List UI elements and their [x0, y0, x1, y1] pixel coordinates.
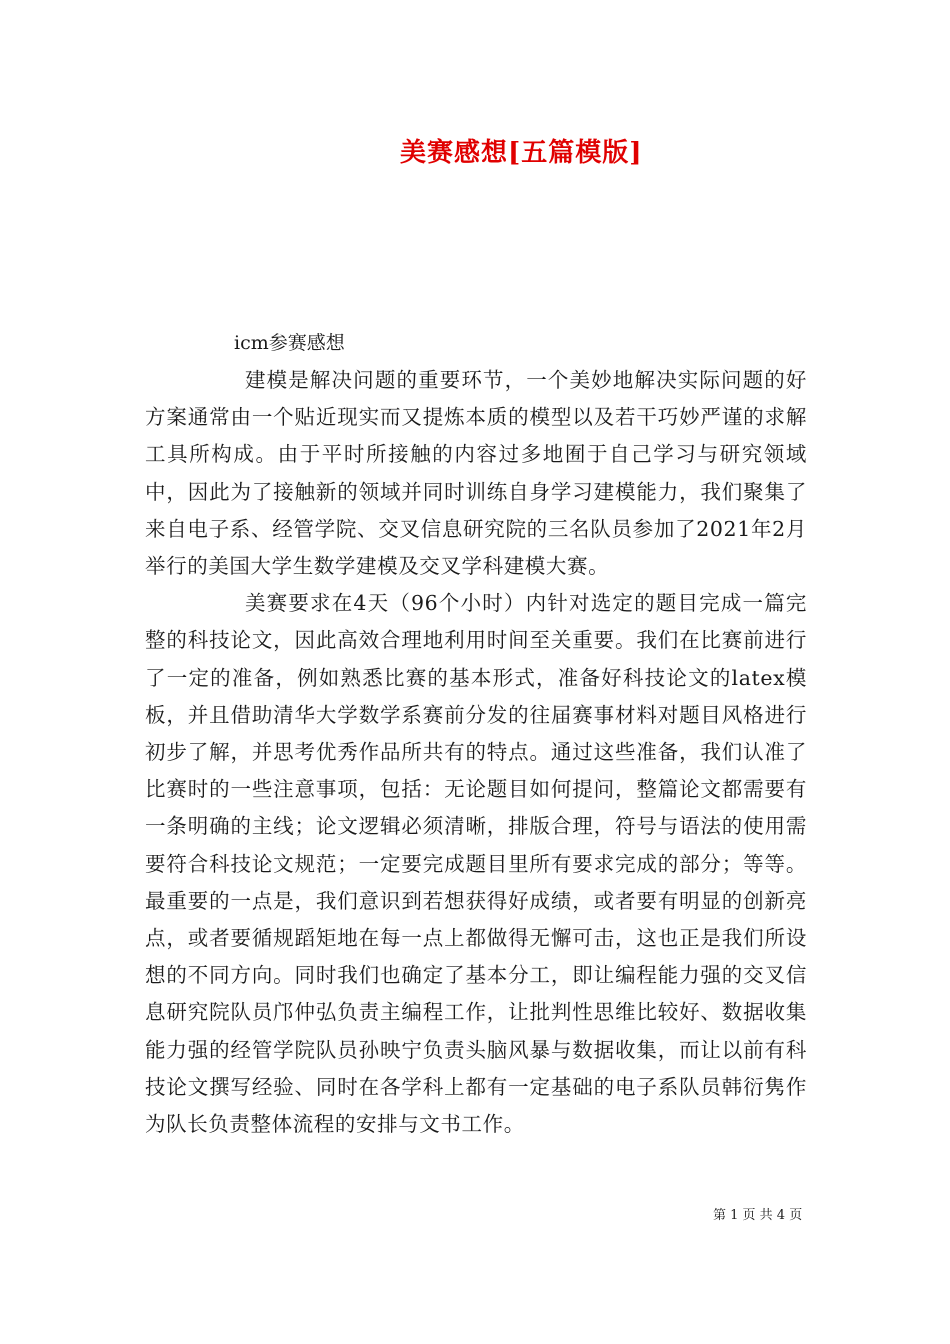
paragraph-2: 美赛要求在4天（96个小时）内针对选定的题目完成一篇完整的科技论文，因此高效合理地利用时间至关重要。我们在比赛前进行了一定的准备，例如熟悉比赛的基本形式，准备好科技论文的latex模板，并且借助清华大学数学系赛前分发的往届赛事材料对题目风格进行初步了解，并思考优秀作品所共有的特点。通过这些准备，我们认准了比赛时的一些注意事项，包括：无论题目如何提问，整篇论文都需要有一条明确的主线；论文逻辑必须清晰，排版合理，符号与语法的使用需要符合科技论文规范；一定要完成题目里所有要求完成的部分；等等。最重要的一点是，我们意识到若想获得好成绩，或者要有明显的创新亮点，或者要循规蹈矩地在每一点上都做得无懈可击，这也正是我们所设想的不同方向。同时我们也确定了基本分工，即让编程能力强的交叉信息研究院队员邝仲弘负责主编程工作，让批判性思维比较好、数据收集能力强的经管学院队员孙映宁负责头脑风暴与数据收集，而让以前有科技论文撰写经验、同时在各学科上都有一定基础的电子系队员韩衍隽作为队长负责整体流程的安排与文书工作。	[145, 591, 807, 1137]
document-title: 美赛感想[五篇模版]	[400, 138, 643, 168]
section-heading: icm参赛感想	[234, 332, 345, 354]
paragraph-1: 建模是解决问题的重要环节，一个美妙地解决实际问题的好方案通常由一个贴近现实而又提炼本质的模型以及若干巧妙严谨的求解工具所构成。由于平时所接触的内容过多地囿于自己学习与研究领域中，因此为了接触新的领域并同时训练自身学习建模能力，我们聚集了来自电子系、经管学院、交叉信息研究院的三名队员参加了2021年2月举行的美国大学生数学建模及交叉学科建模大赛。	[145, 368, 807, 579]
page-number-footer: 第 1 页 共 4 页	[713, 1208, 803, 1223]
body-text	[145, 362, 807, 1143]
